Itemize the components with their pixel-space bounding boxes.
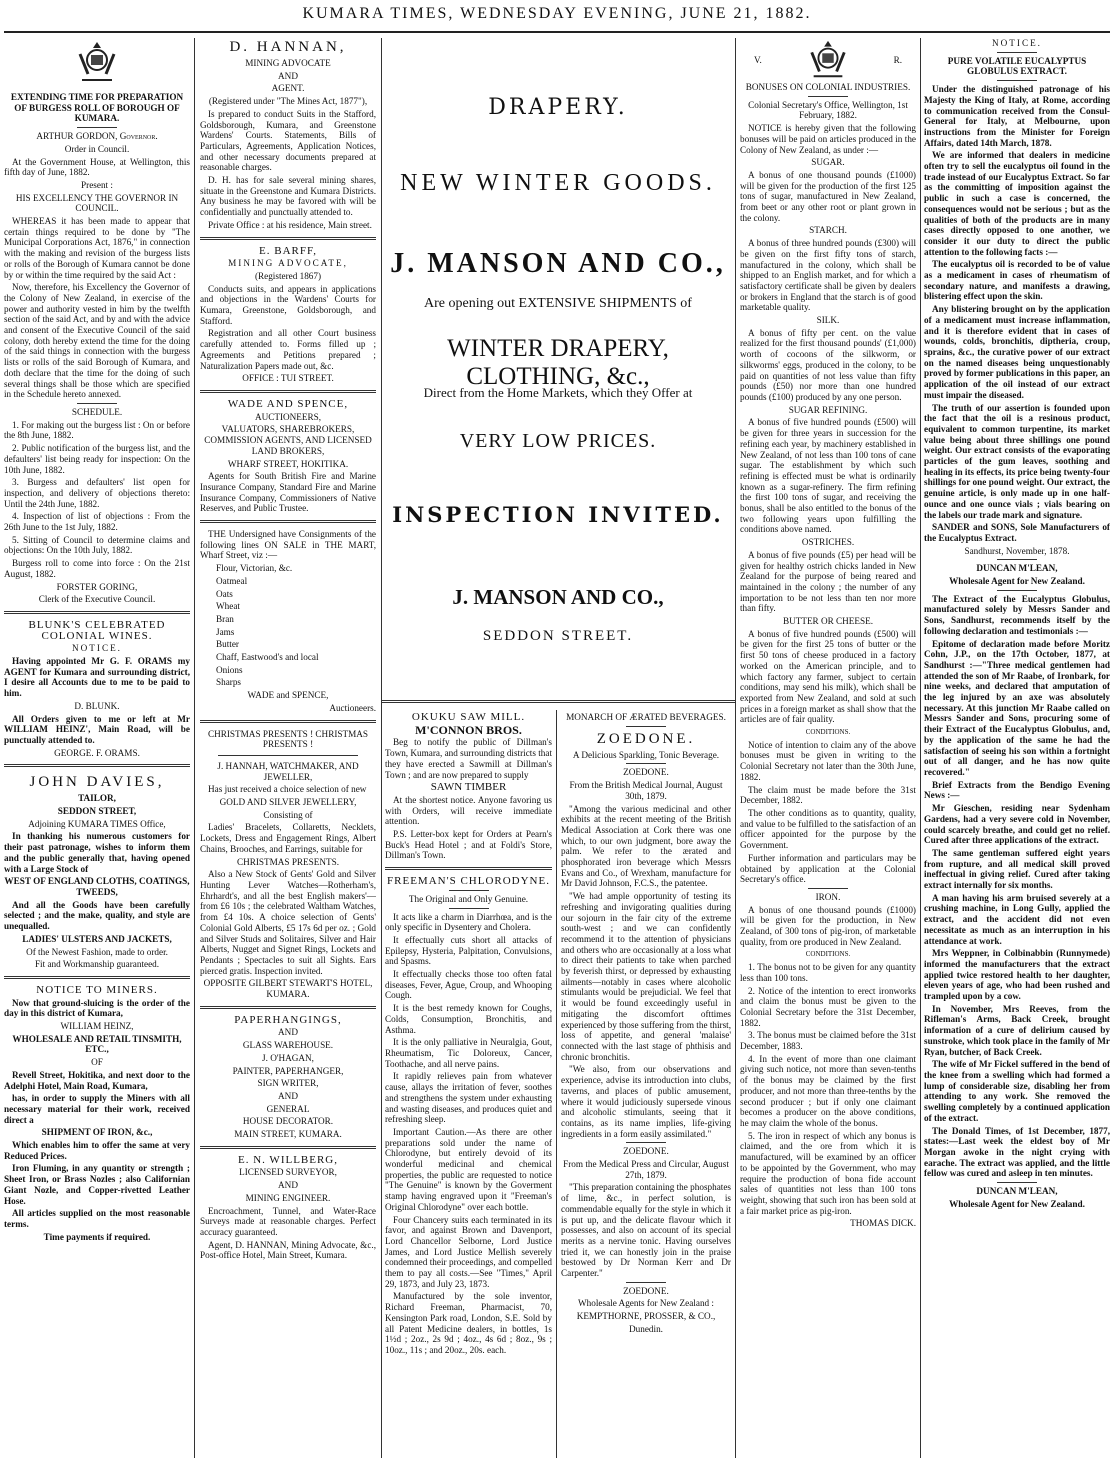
quote: "We had ample opportunity of testing its refreshing and invigorating qualities during our sojourn in the fair city of the extreme south-west ; and we can confidently recommend it to the attention of physicians and others who are occasionally at a loss what to direct their patients to take when parched by feverish thirst, or depressed by exhausting ailments—notably in cases where alcoholic stimulants would be prejudicial. We feel that it would be found exceedingly useful in mitigating the discomfort ofttimes experienced by those suffering from the thirst, loss of appetite, and general 'malaise' connected with the last stage of phthisis and chronic bronchitis. (561, 891, 731, 1062)
tailor: TAILOR, (78, 793, 116, 804)
time-payments: Time payments if required. (43, 1231, 151, 1242)
ladies-bracelets: Ladies' Bracelets, Collaretts, Necklets, Lockets, Dress and Engagement Rings, Albert Chains, Brooches, and Earrings, suitable for (200, 822, 376, 854)
consign: THE Undersigned have Consignments of the following lines ON SALE in THE MART, Wharf Street, viz :— (200, 529, 376, 561)
okuku-title: OKUKU SAW MILL. (411, 712, 526, 723)
condition: Notice of intention to claim any of the above bonuses must be given in writing to the Colonial Secretary not later than the 30th June, 1882. (740, 739, 916, 782)
davies-title: JOHN DAVIES, (29, 774, 165, 791)
column-rule (920, 38, 921, 1458)
vr-r: R. (893, 54, 902, 65)
ohagan: J. O'HAGAN, (262, 1052, 314, 1063)
divider (200, 720, 376, 723)
present: Present : (81, 179, 113, 190)
goods-item: Onions (216, 664, 243, 675)
and: AND (278, 1090, 298, 1101)
testimonial: The wife of Mr Fickel suffered in the bend of the knee from a swelling which had formed a lump of considerable size, disabling her from attending to any work. She removed the swelling completely by a continued application of the extract. (924, 1059, 1110, 1123)
excellency: HIS EXCELLENCY THE GOVERNOR IN COUNCIL. (15, 192, 179, 214)
goods-item: Oats (216, 588, 233, 599)
notice-heading: NOTICE. (992, 38, 1042, 48)
wholesale-tinsmith: WHOLESALE AND RETAIL TINSMITH, ETC., (12, 1033, 182, 1055)
divider (77, 127, 117, 128)
orams-sign: GEORGE. F. ORAMS. (54, 747, 140, 758)
sawn-timber: SAWN TIMBER (430, 781, 507, 794)
divider (626, 1142, 666, 1143)
divider (381, 700, 735, 703)
silk-text: A bonus of fifty per cent. on the value realized for the first thousand pounds' (£1,000) worth of cocoons of the silkworm, or silkworms' eggs, produced in the colony, to be paid on quantities of not less value than fifty pounds (£50) nor more than one hundred pounds (£100) produced by any one person. (740, 327, 916, 402)
column-5 (740, 38, 916, 1458)
quote: "We also, from our observations and experience, advise its introduction into clubs, taverns, and places of public amusement, where it would judiciously supersede vinous and alcoholic stimulants, seeing that it contains, as its name implies, life-giving ingredients in a form easily assimilated." (561, 1064, 731, 1139)
articles: All articles supplied on the most reasonable terms. (4, 1208, 190, 1229)
agent-line: Agent, D. HANNAN, Mining Advocate, &c., Post-office Hotel, Main Street, Kumara. (200, 1239, 376, 1261)
testimonial: In November, Mrs Reeves, from the Rifleman's Arms, Back Creek, brought information of a cure of delirium caused by sunstroke, which took place in the family of Mr Ryan, butcher, of Back Creek. (924, 1003, 1110, 1057)
goods-item: Oatmeal (216, 575, 248, 586)
freeman-para: It is the only palliative in Neuralgia, Gout, Rheumatism, Tic Doloreux, Cancer, Toothache, and all nerve pains. (385, 1037, 552, 1069)
divider (77, 403, 117, 404)
inspection-invited: INSPECTION INVITED. (392, 502, 724, 527)
goods-item: Jams (216, 626, 235, 637)
butter-text: A bonus of five hundred pounds (£500) will be given for the first 25 tons of butter or the first 50 tons of cheese produced in a factory worked on the American principle, and to which factory any farmer, subject to certain conditions, may send his milk), which shall be exported from New Zealand, and sold at such prices in a foreign market as shall show that the articles are of fair quality. (740, 628, 916, 725)
divider (997, 590, 1037, 591)
colonial-office: Colonial Secretary's Office, Wellington, 1st February, 1882. (748, 99, 908, 121)
notice-text: NOTICE is hereby given that the following bonuses will be paid on articles produced in the Colony of New Zealand, as under :— (740, 123, 916, 155)
blunk-title: BLUNK'S CELEBRATED COLONIAL WINES. (28, 618, 166, 642)
zoedone-heading: ZOEDONE. (623, 1285, 669, 1296)
schedule-item: 4. Inspection of list of objections : From the 26th June to the 1st July, 1882. (4, 511, 190, 533)
refining-heading: SUGAR REFINING. (788, 404, 868, 415)
divider (997, 559, 1037, 560)
ladies-ulsters: LADIES' ULSTERS AND JACKETS, (22, 933, 172, 944)
hannan-text2: D. H. has for sale several mining shares, situate in the Greenstone and Kumara Districts. Any business he may be favored with will be confidentially and punctually attended to. (200, 175, 376, 218)
goods-item: Butter (216, 639, 239, 650)
kempthorne: KEMPTHORNE, PROSSER, & CO., (576, 1311, 716, 1322)
testimonial: The same gentleman suffered eight years from rupture, and all medical skill proved ineffectual in giving relief. Cured after taking extract internally for six months. (924, 847, 1110, 891)
column-rule (735, 38, 736, 1458)
reduced-prices: Which enables him to offer the same at very Reduced Prices. (4, 1140, 190, 1161)
testimonial: A man having his arm bruised severely at a crushing machine, in Long Gully, applied the extract, and the accident did not even necessitate as much as an interruption in his attendance at work. (924, 892, 1110, 946)
sanders: SANDER and SONS, Sole Manufacturers of the Eucalyptus Extract. (924, 522, 1110, 543)
conditions-heading: CONDITIONS. (805, 728, 851, 737)
blunk-sign: D. BLUNK. (74, 700, 120, 711)
and: AND (278, 70, 298, 81)
direct: Direct from the Home Markets, which they Offer at (423, 385, 693, 400)
column-2 (200, 38, 376, 1458)
barff-sub: MINING ADVOCATE, (228, 258, 348, 269)
iron-condition: 4. In the event of more than one claimant giving such notice, not more than seven-tenths of the bonus may be claimed by the first producer, and not more than three-tenths by the second producer ; but if only one claimant becomes a producer on the above conditions, he may claim the whole of the bonus. (740, 1053, 916, 1128)
divider (4, 611, 190, 614)
drapery: DRAPERY. (488, 95, 628, 120)
divider (200, 1146, 376, 1149)
bmj: From the British Medical Journal, August 30th, 1879. (569, 780, 723, 801)
freeman-para: It acts like a charm in Diarrhœa, and is the only specific in Dysentery and Cholera. (385, 911, 552, 933)
davies-text: In thanking his numerous customers for their past patronage, wishes to inform them and the public generally that, having opened with a Large Stock of (4, 831, 190, 874)
testimonial: Mr Gieschen, residing near Sydenham Gardens, had a very severe cold in November, could scarcely breathe, and could get no relief. Cured after three applications of the extract. (924, 803, 1110, 846)
xmas-heading: CHRISTMAS PRESENTS ! CHRISTMAS PRESENTS ! (207, 728, 369, 750)
quote: "This preparation containing the phosphates of lime, &c., in perfect solution, is commendable equally for the style in which it is put up, and the delicate flavour which it possesses, and also on account of its special merits as a nervine tonic. Having ourselves tried it, we can honestly join in the praise bestowed by Dr Norman Kerr and Dr Carpenter." (561, 1182, 731, 1279)
divider (4, 976, 190, 979)
zoedone-heading: ZOEDONE. (623, 1146, 669, 1157)
goods-item: Wheat (216, 601, 240, 612)
zoedone-title: ZOEDONE. (596, 730, 696, 747)
bonuses-title: BONUSES ON COLONIAL INDUSTRIES. (745, 82, 911, 92)
pure-title: PURE VOLATILE EUCALYPTUS GLOBULUS EXTRACT. (947, 55, 1087, 77)
and: AND (278, 1027, 298, 1038)
general: GENERAL (266, 1103, 310, 1114)
goods-item: Sharps (216, 677, 242, 688)
sandhurst: Sandhurst, November, 1878. (964, 545, 1070, 556)
ostriches-text: A bonus of five pounds (£5) per head will be given for healthy ostrich chicks landed in New Zealand for the purpose of being reared and maintained in the colony ; the number of any importation to be not less than ten nor more than fifty. (740, 549, 916, 614)
place: At the Government House, at Wellington, this fifth day of June, 1882. (4, 156, 190, 178)
duncan-mlean: DUNCAN M'LEAN, (976, 563, 1058, 574)
agent: AGENT. (271, 83, 305, 94)
blunk-text: Having appointed Mr G. F. ORAMS my AGENT for Kumara and surrounding district, I desire all Accounts due to me to be paid to him. (4, 656, 190, 699)
goods-item: Flour, Victorian, &c. (216, 563, 293, 574)
divider (626, 1282, 666, 1283)
vr-v: V. (754, 54, 762, 65)
valuators: VALUATORS, SHAREBROKERS, COMMISSION AGENTS, AND LICENSED LAND BROKERS, (204, 424, 372, 456)
divider (449, 890, 489, 891)
auctioneers: AUCTIONEERS, (254, 411, 322, 422)
testimonial: The Donald Times, of 1st December, 1877, states:—Last week the eldest boy of Mr Morgan awoke in the night crying with earache. The extract was applied, and the little fellow was cured and asleep in ten minutes. (924, 1125, 1110, 1179)
starch-text: A bonus of three hundred pounds (£300) will be given on the first fifty tons of starch, manufactured in the colony, which shall be shipped to an English market, and for which a satisfactory certificate shall be given by dealers or brokers in England that the starch is of good marketable quality. (740, 238, 916, 313)
butter-heading: BUTTER OR CHEESE. (782, 616, 874, 627)
wholesale-agent: Wholesale Agent for New Zealand. (949, 576, 1085, 587)
testimonial: Mrs Weppner, in Colbinabbin (Runnymede) informed the manufacturers that the extract applied twice restored health to her daughter, eleven years of age, who had been rushed and trampled upon by a cow. (924, 948, 1110, 1002)
eucalyptus-para: Under the distinguished patronage of his Majesty the King of Italy, at Rome, according to communication received from the Consul-General for Italy, at Melbourne, upon instructions from the Minister for Foreign Affairs, dated 14th March, 1878. (924, 84, 1110, 148)
testimonial: Epitome of declaration made before Moritz Cohn, J.P., on the 17th October, 1877, at Sandhurst :—"Three medical gentlemen had attended the son of Mr Raabe, of Ironbark, for nine weeks, and declared that amputation of the leg injured by an axe was absolutely necessary. At this junction Mr Raabe called on Messrs Sander and Sons, procuring some of their Extract of the Eucalyptus Globulus, and, by the application of the same he had the satisfaction of seeing his son within a fortnight out of all danger, and he has now quite recovered." (924, 638, 1110, 777)
schedule-heading: SCHEDULE. (71, 406, 123, 417)
opening: Are opening out EXTENSIVE SHIPMENTS of (424, 296, 692, 311)
zoedone-heading: ZOEDONE. (623, 767, 669, 778)
column-rule (556, 710, 557, 1458)
starch-heading: STARCH. (809, 225, 847, 236)
royal-crest-icon (74, 38, 120, 88)
seddon-street: SEDDON STREET, (57, 806, 137, 817)
blunk-orders: All Orders given to me or left at Mr WILLIAM HEINZ', Main Road, will be punctually attended to. (4, 713, 190, 745)
ostriches-heading: OSTRICHES. (801, 537, 855, 548)
hannan-text: Is prepared to conduct Suits in the Stafford, Goldsborough, Kumara, and Greenstone Wardens' Courts. Statements, Bills of Particulars, Agreements, Application Notices, and other necessary documents prepared at reasonable charges. (200, 108, 376, 173)
shipment: SHIPMENT OF IRON, &c., (41, 1127, 153, 1138)
freeman-para: Four Chancery suits each terminated in its favor, and against Brown and Davenport, Lord Chancellor Selborne, Lord Justice James, and Lord Justice Mellish severely condemned their proceedings, and compelled them to pay all costs.—See "Times," April 29, 1873, and July 23, 1873. (385, 1214, 552, 1289)
dunedin: Dunedin. (629, 1323, 663, 1334)
iron-text: A bonus of one thousand pounds (£1000) will be given for the production, in New Zealand, of 300 tons of pig-iron, of marketable quality, from ore produced in New Zealand. (740, 904, 916, 947)
newest-fashion: Of the Newest Fashion, made to order. (26, 946, 168, 957)
mining-engineer: MINING ENGINEER. (245, 1192, 331, 1203)
now-therefore: Now, therefore, his Excellency the Governor of the Colony of New Zealand, in exercise of the power and authority vested in him by the twelfth section of the said Act, and by and with the advice and consent of the Executive Council of the said colony, doth hereby extend the time for the doing of the said things in connection with the burgess lists or rolls of the said Borough of Kumara, and doth declare that the time for the doing of such several things shall be those which are specified in the Schedule hereto annexed. (4, 282, 190, 400)
burgess-roll: Burgess roll to come into force : On the 21st August, 1882. (4, 558, 190, 579)
divider (200, 520, 376, 523)
divider (808, 96, 848, 97)
divider (218, 755, 358, 756)
notice-heading: NOTICE. (72, 643, 122, 654)
divider (200, 1006, 376, 1009)
column-6 (924, 38, 1110, 1458)
sign-writer: SIGN WRITER, (257, 1078, 319, 1089)
sugar-heading: SUGAR. (811, 157, 845, 168)
royal-crest-icon (806, 38, 850, 82)
divider (4, 764, 190, 767)
refining-text: A bonus of five hundred pounds (£500) will be given for three years in succession for the refining each year, by machinery established in New Zealand, of not less than 100 tons of cane sugar. The establishment by which such refining is effected must be what is ordinarily known as a sugar-refinery. The firm refining the first 100 tons of sugar, and receiving the bonus, shall be also entitled to the bonus of the two following years upon fulfilling the conditions above named. (740, 417, 916, 535)
also-stock: Also a New Stock of Gents' Gold and Silver Hunting Lever Watches—Rotherham's, Ehrhardt's, and all the best English makers'—from £6 10s ; the celebrated Waltham Watches, from £4 10s. A choice selection of Gents' Colonial Gold Alberts, £5 17s 6d per oz. ; Gold and Silver Studs and Solitaires, Silver and Hair Alberts, Nugget and Signet Rings, Lockets and Pendants ; Spectacles to suit all Sights. Ears pierced gratis. Inspection invited. (200, 869, 376, 976)
new-winter-goods: NEW WINTER GOODS. (400, 170, 716, 196)
divider (997, 1182, 1037, 1183)
divider (997, 52, 1037, 53)
paper-title: PAPERHANGINGS, (234, 1013, 342, 1026)
freeman-para: Manufactured by the sole inventor, Richard Freeman, Pharmacist, 70, Kensington Park road, London, S.E. Sold by all Patent Medicine dealers, in bottles, 1s 1½d ; 2oz., 2s 9d ; 4oz., 4s 6d ; 8oz., 9s ; 10oz., 11s ; and 20oz., 20s. each. (385, 1291, 552, 1355)
schedule-item: 2. Public notification of the burgess list, and the defaulters' list being ready for inspection: On the 10th June, 1882. (4, 443, 190, 475)
goods-item: Chaff, Eastwood's and local (216, 652, 319, 663)
private-office: Private Office : at his residence, Main street. (208, 219, 372, 230)
barff-text2: Registration and all other Court business carefully attended to. Forms filled up ; Agreements and Petitions prepared ; Naturalization Papers made out, &c. (200, 328, 376, 371)
barff-text: Conducts suits, and appears in applications and objections in the Wardens' Courts for Kumara, Greenstone, Goldsborough, and Stafford. (200, 283, 376, 326)
whereas: WHEREAS it has been made to appear that certain things required to be done by "The Municipal Corporations Act, 1876," in connection with the making and revision of the burgess lists or rolls of the Borough of Kumara cannot be done by or within the time required by the said Act : (4, 216, 190, 280)
fit-workmanship: Fit and Workmanship guaranteed. (34, 959, 160, 970)
divider (385, 867, 552, 870)
hannan-title: D. HANNAN, (229, 39, 347, 55)
eucalyptus-para: We are informed that dealers in medicine often try to sell the eucalyptus oil found in the trade instead of our Eucalyptus Extract. So far as the committing of imposition against the public in such a case is concerned, the consequences would not be serious ; but as the qualities of both of the products are in many cases directly opposed to one another, we consider it our duty to direct the public attention to the following facts :— (924, 150, 1110, 257)
consisting: Consisting of (263, 809, 313, 820)
divider (997, 80, 1037, 81)
divider (626, 763, 666, 764)
column-4 (561, 712, 731, 1457)
iron-heading: IRON. (815, 891, 841, 902)
goods-item: Bran (216, 613, 234, 624)
freeman-para: It effectually cuts short all attacks of Epilepsy, Hysteria, Palpitation, Convulsions, and Spasms. (385, 934, 552, 967)
testimonial: The Extract of the Eucalyptus Globulus, manufactured solely by Messrs Sander and Sons, Sandhurst, recommends itself by the following declaration and testimonials :— (924, 593, 1110, 636)
licensed: LICENSED SURVEYOR, (239, 1167, 337, 1178)
divider (449, 908, 489, 909)
miners-title: NOTICE TO MINERS. (36, 983, 158, 996)
seddon-street: SEDDON STREET. (482, 628, 634, 644)
heinz: WILLIAM HEINZ, (60, 1021, 134, 1032)
duncan-mlean: DUNCAN M'LEAN, (976, 1186, 1058, 1197)
west-of-england: WEST OF ENGLAND CLOTHS, COATINGS, TWEEDS, (4, 876, 190, 897)
iron-condition: 2. Notice of the intention to erect ironworks and claim the bonus must be given to the Colonial Secretary before the 31st December, 1882. (740, 985, 916, 1028)
iron-condition: 5. The iron in respect of which any bonus is claimed, and the ore from which it is manufactured, will be examined by an officer to be appointed by the Government, who may require the production of bona fide account sales of quantities not less than 100 tons weight, showing that such iron has been sold at a fair market price as pig-iron. (740, 1130, 916, 1216)
column-3 (385, 712, 552, 1457)
divider (808, 888, 848, 889)
column-rule (381, 38, 382, 1458)
schedule-item: 5. Sitting of Council to determine claims and objections: On the 10th July, 1882. (4, 534, 190, 556)
divider (200, 237, 376, 240)
silk-heading: SILK. (816, 315, 840, 326)
registered: (Registered under "The Mines Act, 1877"), (208, 96, 368, 107)
mconnon: M'CONNON BROS. (415, 722, 522, 737)
freeman-para: It rapidly relieves pain from whatever cause, allays the irritation of fever, soothes and strengthens the system under exhausting and wasting diseases, and produces quiet and refreshing sleep. (385, 1071, 552, 1125)
hannah-text: Has just received a choice selection of new (208, 784, 367, 795)
has-supply: has, in order to supply the Miners with all necessary material for their work, received direct a (4, 1093, 190, 1125)
forster: FORSTER GORING, (56, 581, 138, 592)
burgess-title: EXTENDING TIME FOR PREPARATION OF BURGESS ROLL OF BOROUGH OF KUMARA. (10, 92, 184, 124)
iron-fluming: Iron Fluming, in any quantity or strength ; Sheet Iron, or Brass Nozles ; also Californian Giant Nozle, and Copper-rivetted Leather Hose. (4, 1163, 190, 1206)
agents: Agents for South British Fire and Marine Insurance Company, Standard Fire and Marine Insurance Company, Commissioners of Native Reserves, and Public Trustee. (200, 471, 376, 514)
delicious: A Delicious Sparkling, Tonic Beverage. (572, 749, 720, 760)
freeman-para: It effectually checks those too often fatal diseases, Fever, Ague, Croup, and Whooping Cough. (385, 969, 552, 1001)
manson-title: J. MANSON AND CO., (390, 248, 726, 279)
monarch: MONARCH OF ÆRATED BEVERAGES. (566, 712, 726, 722)
crest-row (740, 38, 916, 82)
miners-text: Now that ground-sluicing is the order of the day in this district of Kumara, (4, 997, 190, 1019)
condition: The other conditions as to quantity, quality, and value to be fulfilled to the satisfaction of an officer appointed for the purpose by the Government. (740, 808, 916, 851)
house-decorator: HOUSE DECORATOR. (242, 1116, 334, 1127)
davies-goods: And all the Goods have been carefully selected ; and the make, quality, and style are unequalled. (4, 899, 190, 932)
clerk: Clerk of the Executive Council. (38, 594, 156, 605)
masthead-rule (4, 31, 1110, 33)
short-notice: At the shortest notice. Anyone favoring us with Orders, will receive immediate attention. (385, 794, 552, 827)
schedule-item: 3. Burgess and defaulters' list open for inspection, and delivery of objections thereto: Until the 24th June, 1882. (4, 477, 190, 509)
divider (200, 390, 376, 393)
hannah-title: J. HANNAH, WATCHMAKER, AND JEWELLER, (217, 760, 359, 782)
barff-reg: (Registered 1867) (254, 270, 322, 281)
gold-silver: GOLD AND SILVER JEWELLERY, (219, 797, 357, 808)
main-street: MAIN STREET, KUMARA. (234, 1129, 342, 1140)
column-1 (4, 38, 190, 1458)
adjoining: Adjoining KUMARA TIMES Office, (28, 818, 166, 829)
condition: The claim must be made before the 31st December, 1882. (740, 784, 916, 806)
wholesale-agents: Wholesale Agents for New Zealand : (578, 1298, 714, 1309)
painter: PAINTER, PAPERHANGER, (232, 1065, 344, 1076)
wharf-street: WHARF STREET, HOKITIKA. (227, 458, 349, 469)
divider (626, 726, 666, 727)
freeman-para: It is the best remedy known for Coughs, Colds, Consumption, Bronchitis, and Asthma. (385, 1003, 552, 1035)
iron-condition: 3. The bonus must be claimed before the 31st December, 1883. (740, 1030, 916, 1052)
low-prices: VERY LOW PRICES. (459, 430, 657, 452)
freeman-para: Important Caution.—As there are other preparations sold under the name of Chlorodyne, but entirely devoid of its wonderful medicinal and chemical properties, the public are requested to notice "The Genuine" is known by the Goverment stamp having engraved upon it "Freeman's Original Chlorodyne" over each bottle. (385, 1126, 552, 1212)
wholesale-agent: Wholesale Agent for New Zealand. (949, 1198, 1085, 1209)
opposite: OPPOSITE GILBERT STEWART'S HOTEL, KUMARA. (203, 978, 373, 1000)
wade-sign: WADE and SPENCE, (247, 690, 329, 701)
glass-warehouse: GLASS WAREHOUSE. (242, 1040, 334, 1051)
okuku-text: Beg to notify the public of Dillman's Town, Kumara, and surrounding districts that they have erected a Sawmill at Dillman's Town ; and are now prepared to supply (385, 737, 552, 780)
revell-street: Revell Street, Hokitika, and next door to the Adelphi Hotel, Main Road, Kumara, (4, 1069, 190, 1091)
winter-drapery: WINTER DRAPERY, CLOTHING, &c., (447, 335, 669, 390)
governor: ARTHUR GORDON, Governor. (36, 131, 158, 142)
testimonial: Brief Extracts from the Bendigo Evening News :— (924, 779, 1110, 801)
original: The Original and Only Genuine. (408, 893, 529, 904)
eucalyptus-para: Any blistering brought on by the application of a medicament must increase inflammation, and it is therefore evident that in cases of wounds, colds, bronchitis, diptheria, croup, sprains, &c., the curative power of our extract on the named diseases being unquestionably proved by former publications in this paper, an application of the oil instead of our extract must impair the diseased. (924, 304, 1110, 400)
freeman-title: FREEMAN'S CHLORODYNE. (387, 875, 550, 888)
condition: Further information and particulars may be obtained by application at the Colonial Secretary's office. (740, 852, 916, 885)
encroachment: Encroachment, Tunnel, and Water-Race Surveys made at reasonable charges. Perfect accuracy guaranteed. (200, 1205, 376, 1237)
thomas-dick: THOMAS DICK. (850, 1218, 916, 1229)
masthead: KUMARA TIMES, WEDNESDAY EVENING, JUNE 21, 1882. (302, 5, 812, 22)
conditions-heading: CONDITIONS. (805, 950, 851, 959)
auctioneers-sign: Auctioneers. (329, 702, 376, 713)
ps: P.S. Letter-box kept for Orders at Pearn's Buck's Head Hotel ; and at Foldi's Store, Dillman's Town. (385, 829, 552, 861)
medical-press: From the Medical Press and Circular, August 27th, 1879. (563, 1159, 729, 1180)
order: Order in Council. (64, 143, 130, 154)
eucalyptus-para: The truth of our assertion is founded upon the fact that the oil is a resinous product, equivalent to common turpentine, its market value being about three shillings one pound weight. Our extract consists of the evaporating particles of the gum leaves, soothing and healing in its effects, its price being twenty-four shillings for one pound weight. Our extract, the genuine article, is only made up in one half-ounce and one ounce vials ; vials bearing on the labels our trade mark and signature. (924, 402, 1110, 520)
iron-condition: 1. The bonus not to be given for any quantity less than 100 tons. (740, 962, 916, 983)
column-rule (194, 38, 195, 1458)
willberg-title: E. N. WILLBERG, (237, 1153, 339, 1166)
manson-footer: J. MANSON AND CO., (452, 585, 664, 609)
of: OF (91, 1057, 103, 1068)
sugar-text: A bonus of one thousand pounds (£1000) will be given for the production of the first 125 tons of sugar, manufactured in New Zealand, from beet or any other root or plant grown in the colony. (740, 169, 916, 223)
schedule-item: 1. For making out the burgess list : On or before the 8th June, 1882. (4, 419, 190, 441)
hannan-sub: MINING ADVOCATE (245, 58, 331, 68)
xmas-presents: CHRISTMAS PRESENTS. (236, 856, 340, 867)
and: AND (278, 1180, 298, 1191)
barff-title: E. BARFF, (259, 244, 317, 257)
wade-title: WADE AND SPENCE, (227, 397, 349, 410)
barff-office: OFFICE : TUI STREET. (242, 373, 334, 384)
quote: "Among the various medicinal and other exhibits at the recent meeting of the British Medical Association at Cork there was one which, to our own judgment, bore away the palm. We refer to the ærated and phosphorated iron beverage which Messrs Evans and Co., of Wrexham, manufacture for Mr David Johnson, F.C.S., the patentee. (561, 803, 731, 889)
eucalyptus-para: The eucalyptus oil is recorded to be of value as a medicament in cases of rheumatism of secondary nature, and manifests a drawing, blistering effect upon the skin. (924, 259, 1110, 302)
